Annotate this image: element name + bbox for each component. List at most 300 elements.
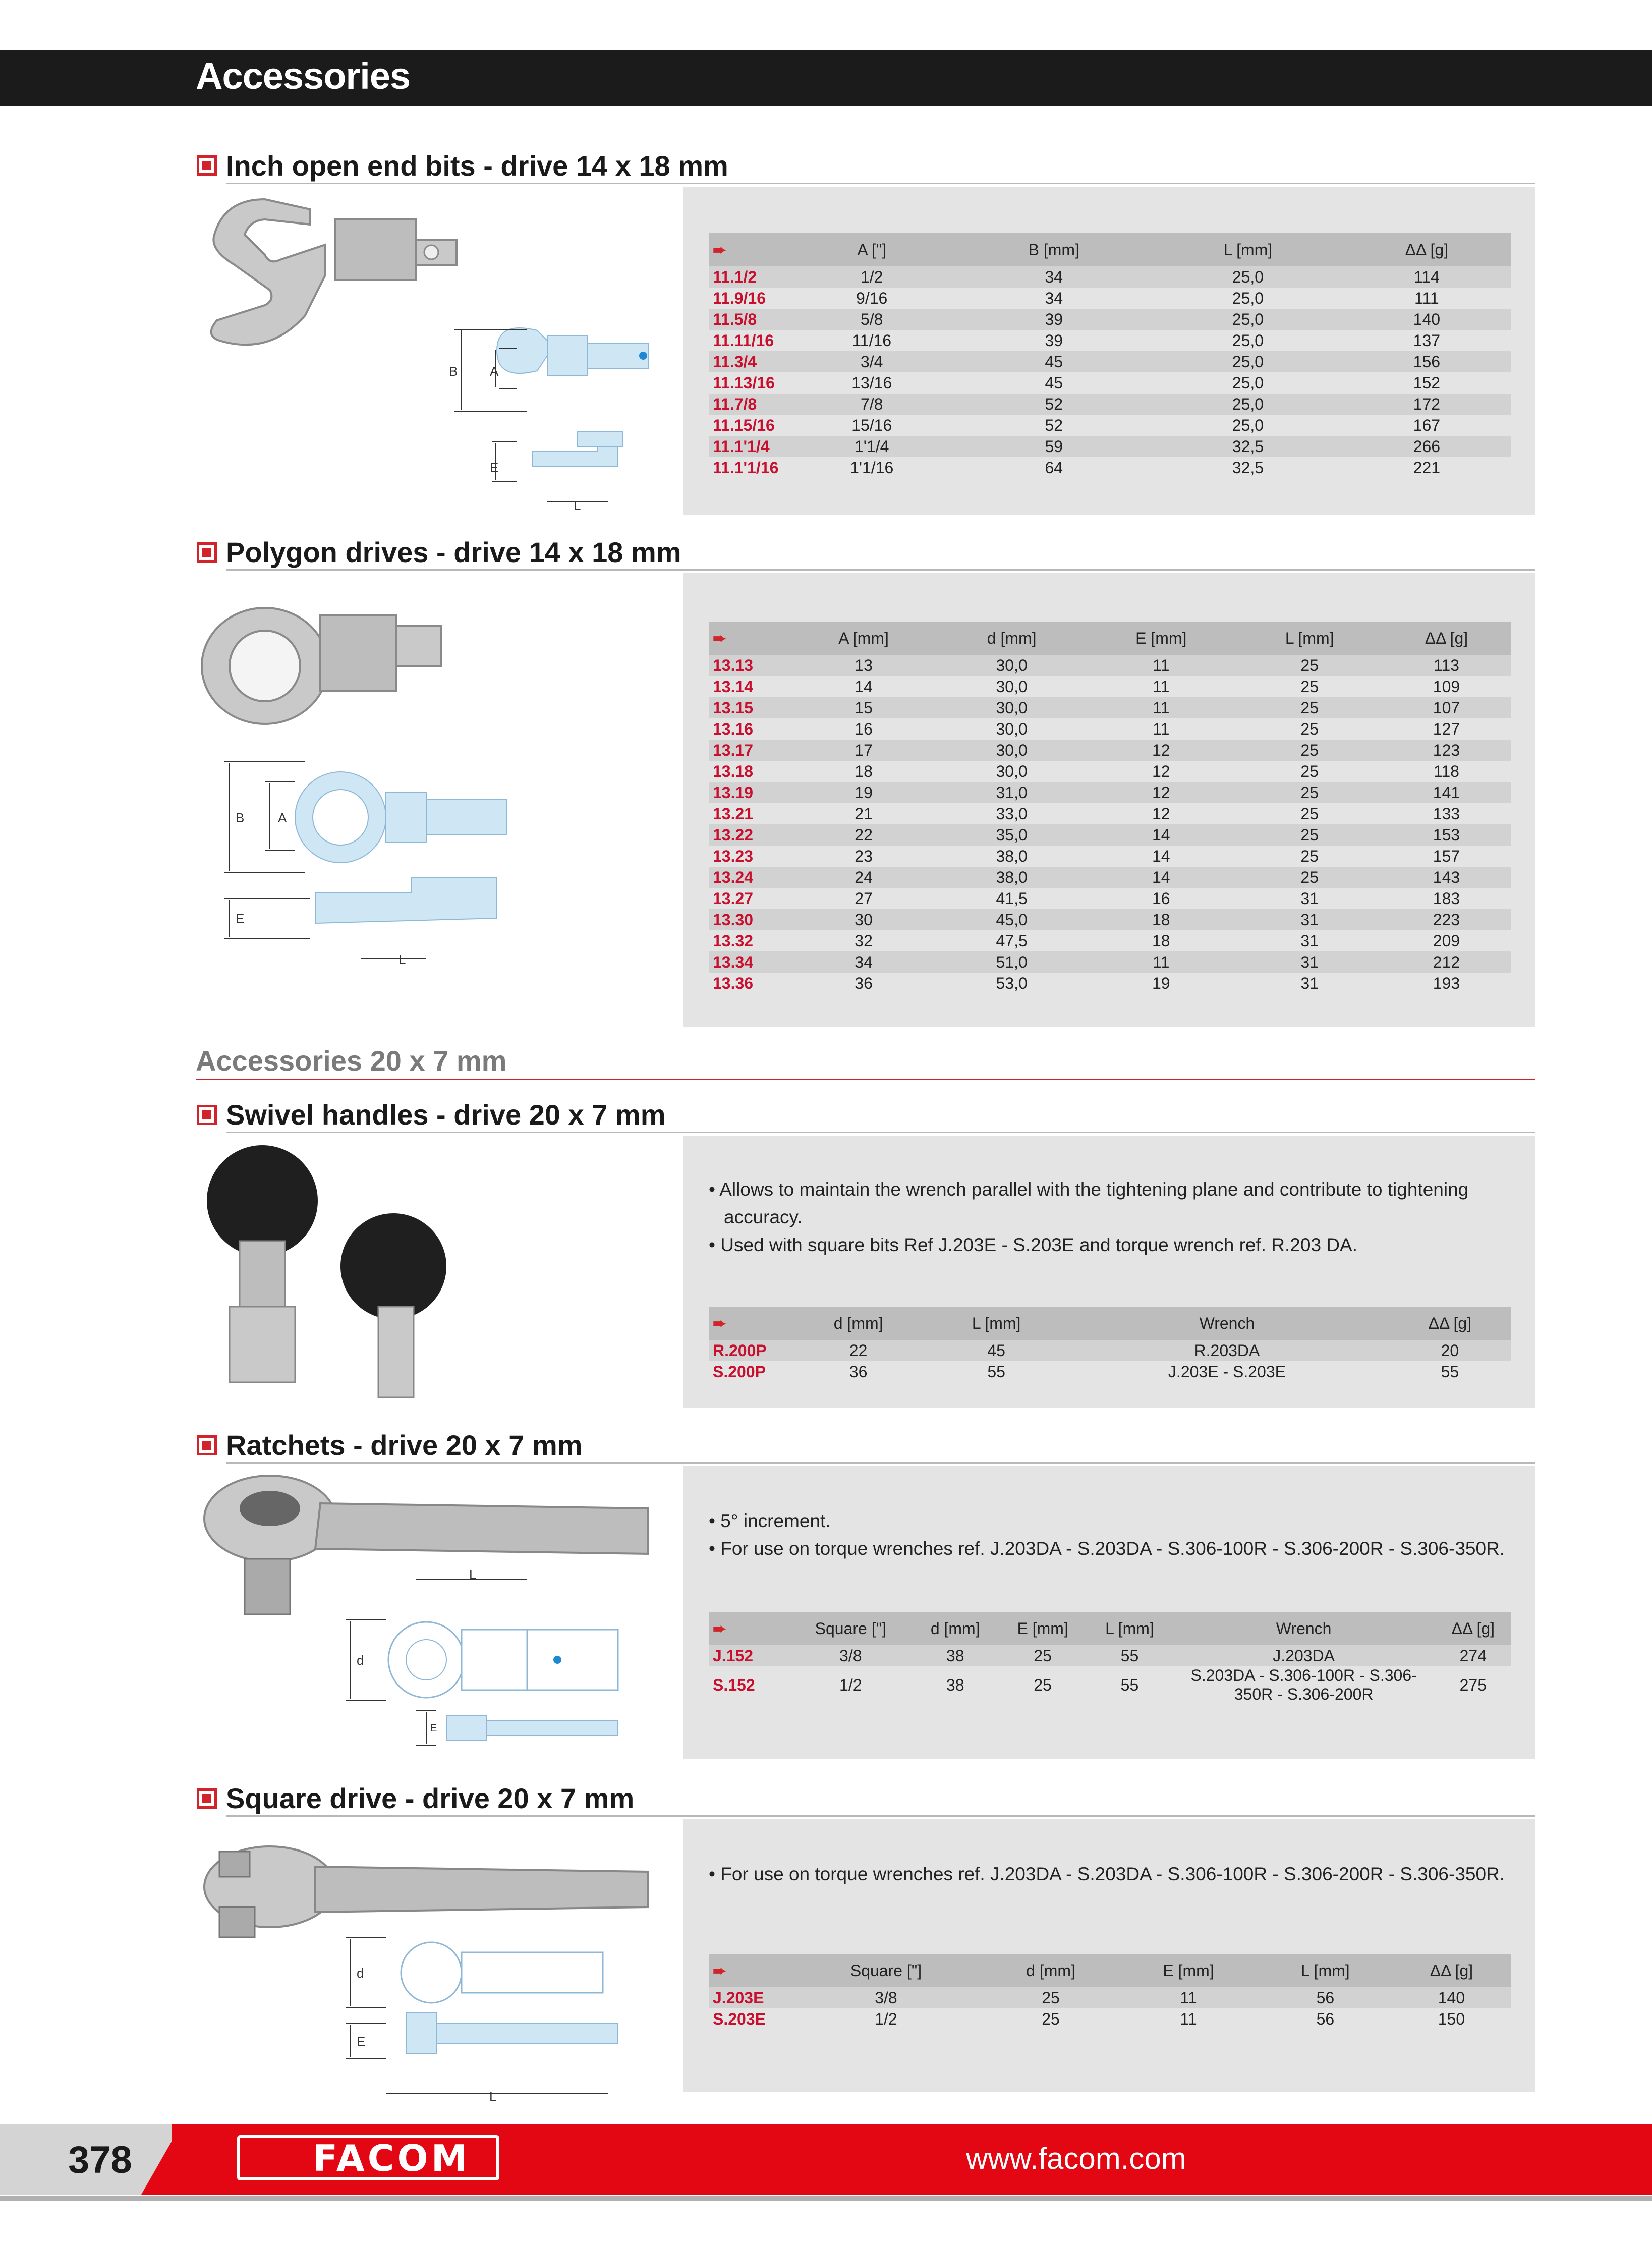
table-cell: 18	[855, 762, 873, 780]
table-cell: 3/8	[789, 1987, 983, 2008]
table-cell: 1/2	[875, 2009, 897, 2028]
bullet-text: • For use on torque wrenches ref. J.203DA - S.203DA - S.306-100R - S.306-200R - S.306-350R.	[709, 1864, 1505, 1884]
section-title-ratchets: Ratchets - drive 20 x 7 mm	[226, 1429, 583, 1461]
table-cell: 19	[1152, 974, 1170, 992]
table-cell: 15/16	[851, 416, 892, 434]
section-title-polygon: Polygon drives - drive 14 x 18 mm	[226, 536, 681, 568]
col-header: A [mm]	[789, 622, 938, 655]
table-cell: 14	[1152, 847, 1170, 865]
table-cell: 18	[1152, 931, 1170, 950]
col-header: L [mm]	[1259, 1954, 1392, 1987]
table-row	[709, 372, 1511, 394]
table-cell: 123	[1382, 740, 1511, 761]
table-row	[709, 697, 1511, 718]
table-cell: 38,0	[996, 847, 1028, 865]
table-cell: 34	[789, 951, 938, 973]
table-cell: 47,5	[996, 931, 1028, 950]
table-cell: 59	[954, 436, 1153, 457]
col-header: d [mm]	[789, 1307, 928, 1340]
table-row	[709, 740, 1511, 761]
ratchets-table	[709, 1612, 1511, 1704]
table-cell: 13/16	[851, 373, 892, 392]
table-row	[709, 288, 1511, 309]
table-cell: 157	[1433, 847, 1460, 865]
table-cell: 1'1/16	[850, 458, 894, 477]
dim-label-e: E	[236, 911, 245, 926]
inch-open-end-table	[709, 233, 1511, 478]
col-header: Wrench	[1065, 1307, 1389, 1340]
table-cell: 11	[1085, 655, 1237, 676]
dim-label-e: E	[430, 1723, 437, 1734]
table-cell: 3/4	[789, 351, 954, 372]
table-cell: 36	[849, 1362, 868, 1381]
reference-cell: 13.24	[709, 867, 789, 888]
table-row	[709, 1987, 1511, 2008]
table-row	[709, 846, 1511, 867]
table-cell: 14	[1085, 824, 1237, 846]
table-cell: 21	[855, 804, 873, 823]
table-cell: 14	[855, 677, 873, 696]
table-cell: 38	[913, 1645, 998, 1666]
reference-cell: 13.27	[713, 889, 754, 908]
table-cell: 55	[1087, 1645, 1172, 1666]
table-cell: 25	[1042, 2009, 1060, 2028]
table-cell: 30,0	[996, 677, 1028, 696]
table-cell: 11	[1153, 719, 1170, 738]
dim-label-a: A	[278, 810, 287, 825]
reference-icon: ➨	[709, 1307, 789, 1340]
table-row	[709, 266, 1511, 288]
table-cell: 17	[789, 740, 938, 761]
table-cell: 30,0	[938, 740, 1085, 761]
weight-icon: ΔΔ	[1425, 629, 1450, 647]
table-row	[709, 1361, 1511, 1382]
table-cell: 11	[1118, 1987, 1259, 2008]
table-row	[709, 676, 1511, 697]
table-cell: 30	[789, 909, 938, 930]
reference-cell: 13.16	[713, 719, 754, 738]
section-bullet-icon	[197, 1435, 217, 1455]
table-row	[709, 330, 1511, 351]
section-rule	[226, 1132, 1535, 1133]
table-cell: 25	[998, 1645, 1087, 1666]
table-row	[709, 436, 1511, 457]
table-cell: 193	[1433, 974, 1460, 992]
section-bullet-icon	[197, 155, 217, 176]
table-cell: 30,0	[938, 655, 1085, 676]
weight-col-header: ΔΔ [g]	[1436, 1612, 1511, 1645]
table-row	[709, 655, 1511, 676]
table-cell: 39	[954, 309, 1153, 330]
table-row	[709, 457, 1511, 478]
col-header: d [mm]	[983, 1954, 1118, 1987]
reference-cell: 13.14	[713, 677, 754, 696]
reference-cell: 13.30	[709, 909, 789, 930]
table-cell: 133	[1433, 804, 1460, 823]
table-cell: 32,5	[1232, 458, 1264, 477]
table-cell: 30,0	[996, 719, 1028, 738]
table-cell: 31	[1237, 909, 1382, 930]
table-row	[709, 951, 1511, 973]
square-drive-top-diagram	[346, 1937, 603, 2008]
table-cell: 183	[1433, 889, 1460, 908]
table-cell: 23	[855, 847, 873, 865]
section-bullet-icon	[197, 1788, 217, 1809]
reference-cell: 13.19	[709, 782, 789, 803]
section-rule	[226, 183, 1535, 184]
table-cell: 25,0	[1153, 266, 1343, 288]
page-number: 378	[68, 2139, 132, 2181]
table-row	[709, 415, 1511, 436]
table-cell: 51,0	[938, 951, 1085, 973]
section-bullet-icon	[197, 542, 217, 563]
table-cell: 25,0	[1232, 289, 1264, 307]
bullet-text: • Allows to maintain the wrench parallel with the tightening plane and contribute to tightening accuracy.	[709, 1179, 1469, 1227]
weight-col-header: ΔΔ [g]	[1392, 1954, 1511, 1987]
table-cell: 11	[1085, 697, 1237, 718]
table-cell: 1'1/4	[789, 436, 954, 457]
col-header: L [mm]	[1087, 1612, 1172, 1645]
table-cell: 25	[1300, 762, 1319, 780]
table-cell: 25	[1300, 719, 1319, 738]
table-cell: 107	[1382, 697, 1511, 718]
table-cell: 34	[1045, 289, 1063, 307]
table-cell: 274	[1436, 1645, 1511, 1666]
table-cell: 45	[1045, 373, 1063, 392]
col-header: Wrench	[1172, 1612, 1436, 1645]
table-cell: 55	[987, 1362, 1005, 1381]
bullet-text: • For use on torque wrenches ref. J.203DA - S.203DA - S.306-100R - S.306-200R - S.306-350R.	[709, 1538, 1505, 1559]
table-cell: 25,0	[1232, 373, 1264, 392]
table-cell: 25	[1034, 1675, 1052, 1694]
table-cell: 156	[1343, 351, 1511, 372]
table-cell: 15	[789, 697, 938, 718]
table-cell: 141	[1382, 782, 1511, 803]
reference-icon: ➨	[709, 1612, 789, 1645]
table-cell: 9/16	[856, 289, 888, 307]
table-cell: 137	[1413, 331, 1441, 350]
reference-cell: 13.22	[709, 824, 789, 846]
section-bullet-icon	[197, 1105, 217, 1125]
col-header: L [mm]	[1153, 233, 1343, 266]
ratchet-top-diagram	[346, 1579, 618, 1700]
table-cell: 45	[928, 1340, 1065, 1361]
table-cell: 25	[1237, 824, 1382, 846]
table-row	[709, 1666, 1511, 1704]
dim-label-e: E	[490, 460, 499, 475]
table-cell: 1/2	[789, 266, 954, 288]
table-row	[709, 930, 1511, 951]
reference-cell: 13.21	[713, 804, 754, 823]
ratchet-illustration	[194, 1473, 668, 1766]
weight-icon: ΔΔ	[1428, 1314, 1454, 1332]
table-cell: J.203E - S.203E	[1168, 1362, 1286, 1381]
section-title-inch-open-end: Inch open end bits - drive 14 x 18 mm	[226, 150, 728, 182]
table-cell: 14	[1085, 867, 1237, 888]
square-drive-illustration	[194, 1831, 668, 2114]
section-rule	[226, 1462, 1535, 1464]
table-cell: 11	[1153, 677, 1170, 696]
reference-cell: R.200P	[709, 1340, 789, 1361]
ratchet-photo	[204, 1476, 648, 1614]
bullet-text: • Used with square bits Ref J.203E - S.203E and torque wrench ref. R.203 DA.	[709, 1235, 1358, 1255]
table-row	[709, 1645, 1511, 1666]
table-cell: R.203DA	[1065, 1340, 1389, 1361]
table-cell: 209	[1433, 931, 1460, 950]
table-cell: 25	[983, 1987, 1118, 2008]
reference-cell: 11.5/8	[709, 309, 789, 330]
table-cell: 114	[1343, 266, 1511, 288]
table-row	[709, 888, 1511, 909]
swivel-handles-table	[709, 1307, 1511, 1382]
dim-label-l: L	[469, 1567, 477, 1582]
table-row	[709, 394, 1511, 415]
page-title: Accessories	[196, 55, 411, 97]
footer-url[interactable]: www.facom.com	[966, 2142, 1186, 2175]
table-cell: 31	[1300, 889, 1319, 908]
table-cell: 25	[1300, 847, 1319, 865]
reference-cell: 13.13	[709, 655, 789, 676]
table-cell: 12	[1085, 782, 1237, 803]
table-cell: J.203DA	[1172, 1645, 1436, 1666]
weight-icon: ΔΔ	[1405, 240, 1431, 259]
table-cell: 153	[1382, 824, 1511, 846]
table-row	[709, 718, 1511, 740]
table-cell: 55	[1441, 1362, 1459, 1381]
table-cell: 221	[1413, 458, 1441, 477]
table-cell: 7/8	[789, 394, 954, 415]
table-cell: 36	[855, 974, 873, 992]
open-end-bit-illustration	[194, 189, 673, 522]
table-cell: 12	[1152, 762, 1170, 780]
reference-cell: 13.17	[709, 740, 789, 761]
table-row	[709, 782, 1511, 803]
table-cell: 25,0	[1153, 394, 1343, 415]
table-cell: 56	[1316, 2009, 1335, 2028]
col-header: E [mm]	[1118, 1954, 1259, 1987]
table-cell: 32,5	[1153, 436, 1343, 457]
table-cell: 41,5	[996, 889, 1028, 908]
table-cell: 11	[1180, 2009, 1197, 2028]
table-cell: 30,0	[938, 697, 1085, 718]
col-header: E [mm]	[1085, 622, 1237, 655]
table-cell: 45	[954, 351, 1153, 372]
table-cell: 19	[789, 782, 938, 803]
reference-cell: 11.1/2	[709, 266, 789, 288]
table-cell: 11	[1085, 951, 1237, 973]
reference-cell: 13.34	[709, 951, 789, 973]
dim-label-d: d	[357, 1653, 364, 1668]
reference-cell: 11.1'1/16	[713, 458, 779, 477]
table-cell: 13	[789, 655, 938, 676]
table-cell: 275	[1459, 1675, 1487, 1694]
polygon-drive-side-diagram	[224, 878, 497, 959]
col-header: d [mm]	[913, 1612, 998, 1645]
subheading-accessories-20x7: Accessories 20 x 7 mm	[196, 1045, 507, 1077]
table-cell: 16	[855, 719, 873, 738]
table-cell: 12	[1085, 740, 1237, 761]
polygon-drive-photo	[202, 608, 441, 724]
table-cell: 45,0	[938, 909, 1085, 930]
reference-cell: S.203E	[713, 2009, 766, 2028]
table-cell: 25	[1237, 697, 1382, 718]
dim-label-l: L	[489, 2089, 497, 2104]
col-header: d [mm]	[938, 622, 1085, 655]
swivel-handles-photo	[192, 1140, 494, 1423]
open-end-bit-top-diagram	[454, 328, 648, 411]
table-cell: S.203DA - S.306-100R - S.306-350R - S.306-200R	[1190, 1666, 1417, 1703]
facom-logo-text: FACOM	[313, 2137, 471, 2179]
dim-label-l: L	[574, 498, 581, 513]
table-row	[709, 867, 1511, 888]
reference-cell: 11.15/16	[713, 416, 775, 434]
table-cell: 25	[1300, 677, 1319, 696]
table-cell: 53,0	[996, 974, 1028, 992]
reference-cell: 11.3/4	[709, 351, 789, 372]
table-cell: 1/2	[839, 1675, 862, 1694]
table-cell: 172	[1343, 394, 1511, 415]
table-cell: 111	[1414, 289, 1439, 307]
table-cell: 25	[1237, 867, 1382, 888]
table-cell: 25,0	[1232, 416, 1264, 434]
reference-cell: 13.36	[713, 974, 754, 992]
table-row	[709, 909, 1511, 930]
reference-cell: 13.15	[709, 697, 789, 718]
dim-label-e: E	[357, 2034, 366, 2049]
table-cell: 25,0	[1232, 331, 1264, 350]
ratchet-bullets	[709, 1507, 1511, 1562]
table-cell: 32	[855, 931, 873, 950]
col-header: B [mm]	[954, 233, 1153, 266]
reference-cell: 11.1'1/4	[709, 436, 789, 457]
table-cell: 22	[789, 1340, 928, 1361]
section-rule	[226, 1815, 1535, 1817]
table-cell: 33,0	[996, 804, 1028, 823]
table-cell: 25,0	[1153, 309, 1343, 330]
section-title-swivel: Swivel handles - drive 20 x 7 mm	[226, 1099, 666, 1131]
table-row	[709, 824, 1511, 846]
table-cell: 167	[1413, 416, 1441, 434]
table-cell: 25	[1237, 782, 1382, 803]
weight-icon: ΔΔ	[1430, 1961, 1455, 1980]
table-row	[709, 1340, 1511, 1361]
table-cell: 150	[1438, 2009, 1465, 2028]
polygon-drive-illustration	[194, 595, 678, 979]
col-header: L [mm]	[1237, 622, 1382, 655]
section-title-square-drive: Square drive - drive 20 x 7 mm	[226, 1782, 635, 1814]
table-cell: 18	[1085, 909, 1237, 930]
reference-cell: S.200P	[713, 1362, 766, 1381]
subheading-rule	[196, 1079, 1535, 1080]
table-cell: 127	[1433, 719, 1460, 738]
table-cell: 25	[1300, 804, 1319, 823]
table-cell: 25,0	[1153, 351, 1343, 372]
dim-label-d: d	[357, 1966, 364, 1981]
reference-icon: ➨	[709, 233, 789, 266]
col-header: E [mm]	[998, 1612, 1087, 1645]
reference-cell: 13.32	[713, 931, 754, 950]
polygon-drive-top-diagram	[224, 762, 507, 873]
square-drive-side-diagram	[346, 2013, 618, 2094]
table-cell: 12	[1152, 804, 1170, 823]
open-end-bit-photo	[211, 199, 457, 345]
table-cell: 118	[1433, 762, 1459, 780]
reference-cell: S.152	[713, 1675, 755, 1694]
table-row	[709, 309, 1511, 330]
table-cell: 152	[1413, 373, 1441, 392]
table-cell: 38,0	[938, 867, 1085, 888]
table-cell: 113	[1382, 655, 1511, 676]
table-cell: 52	[1045, 416, 1063, 434]
reference-cell: 11.7/8	[709, 394, 789, 415]
table-cell: 24	[789, 867, 938, 888]
col-header: Square ["]	[789, 1954, 983, 1987]
reference-cell: 13.23	[713, 847, 754, 865]
table-cell: 39	[1045, 331, 1063, 350]
table-cell: 266	[1343, 436, 1511, 457]
table-cell: 5/8	[789, 309, 954, 330]
swivel-bullets	[709, 1175, 1511, 1259]
square-drive-photo	[204, 1846, 648, 1937]
table-row	[709, 351, 1511, 372]
table-cell: 38	[946, 1675, 964, 1694]
table-cell: 25	[1237, 655, 1382, 676]
weight-col-header: ΔΔ [g]	[1389, 1307, 1511, 1340]
table-cell: 31	[1300, 931, 1319, 950]
table-cell: 35,0	[938, 824, 1085, 846]
weight-col-header: ΔΔ [g]	[1343, 233, 1511, 266]
table-row	[709, 803, 1511, 824]
table-cell: 20	[1389, 1340, 1511, 1361]
footer-bottom-rule	[0, 2196, 1652, 2201]
table-cell: 30,0	[996, 762, 1028, 780]
col-header: Square ["]	[789, 1612, 913, 1645]
table-cell: 64	[1045, 458, 1063, 477]
reference-cell: 11.9/16	[713, 289, 766, 307]
reference-icon: ➨	[709, 622, 789, 655]
table-cell: 3/8	[789, 1645, 913, 1666]
table-cell: 140	[1343, 309, 1511, 330]
table-row	[709, 761, 1511, 782]
open-end-bit-side-diagram	[492, 431, 623, 502]
dim-label-l: L	[398, 951, 406, 967]
square-drive-bullets	[709, 1860, 1511, 1888]
table-cell: 109	[1433, 677, 1460, 696]
weight-icon: ΔΔ	[1451, 1619, 1477, 1638]
reference-icon: ➨	[709, 1954, 789, 1987]
col-header: A ["]	[789, 233, 954, 266]
table-cell: 31	[1237, 951, 1382, 973]
table-cell: 25	[1237, 740, 1382, 761]
table-cell: 22	[789, 824, 938, 846]
table-row	[709, 2008, 1511, 2030]
weight-col-header: ΔΔ [g]	[1382, 622, 1511, 655]
reference-cell: 13.18	[713, 762, 754, 780]
table-cell: 212	[1382, 951, 1511, 973]
table-cell: 52	[954, 394, 1153, 415]
table-cell: 31,0	[938, 782, 1085, 803]
reference-cell: J.152	[709, 1645, 789, 1666]
col-header: L [mm]	[928, 1307, 1065, 1340]
table-cell: 56	[1259, 1987, 1392, 2008]
reference-cell: 11.13/16	[713, 373, 775, 392]
dim-label-a: A	[490, 364, 499, 379]
polygon-drive-table	[709, 622, 1511, 994]
table-cell: 31	[1300, 974, 1319, 992]
table-cell: 27	[855, 889, 873, 908]
reference-cell: 11.11/16	[713, 331, 774, 350]
table-cell: 223	[1382, 909, 1511, 930]
